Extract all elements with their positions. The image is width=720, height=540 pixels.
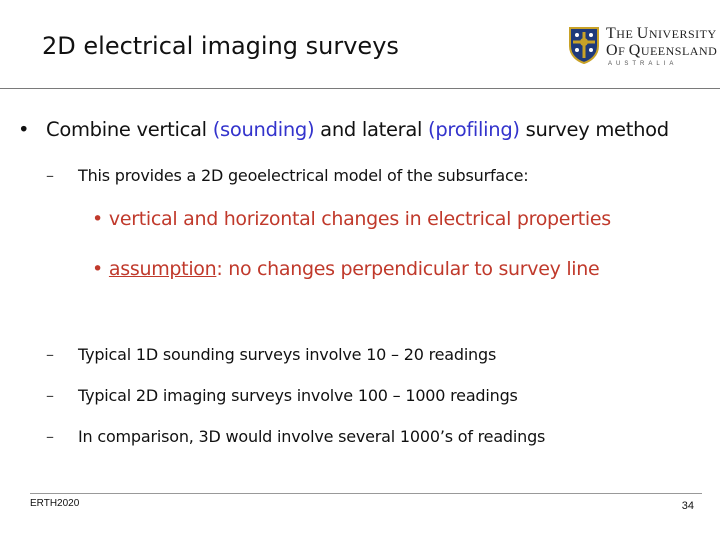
logo-line-1: THE UNIVERSITY: [606, 25, 717, 42]
sub-bullet-1d-readings: – Typical 1D sounding surveys involve 10 – 20 readings: [46, 345, 497, 364]
footer-divider: [30, 493, 702, 494]
sub-bullet-2d-readings: – Typical 2D imaging surveys involve 100 – 1000 readings: [46, 386, 518, 405]
university-logo: [568, 18, 718, 74]
assumption-term: assumption: [108, 258, 217, 280]
sub-sub-bullet-changes: • vertical and horizontal changes in electrical properties: [92, 208, 611, 230]
title-divider: [0, 88, 720, 89]
highlight-profiling: (profiling): [428, 118, 520, 141]
bullet-symbol: •: [18, 118, 30, 141]
logo-line-3: AUSTRALIA: [608, 61, 678, 67]
course-code: ERTH2020: [30, 498, 80, 509]
logo-line-2: OF QUEENSLAND: [606, 42, 718, 59]
sub-bullet-2d-model: – This provides a 2D geoelectrical model of the subsurface:: [46, 166, 529, 185]
uq-crest-icon: [568, 26, 600, 64]
page-number: 34: [681, 500, 694, 512]
highlight-sounding: (sounding): [212, 118, 315, 141]
bullet-combine-methods: • Combine vertical (sounding) and lateral (profiling) survey method: [18, 118, 669, 141]
slide-title: 2D electrical imaging surveys: [42, 32, 399, 60]
sub-sub-bullet-assumption: • assumption: no changes perpendicular to survey line: [92, 258, 600, 280]
sub-bullet-3d-readings: – In comparison, 3D would involve several 1000’s of readings: [46, 427, 546, 446]
